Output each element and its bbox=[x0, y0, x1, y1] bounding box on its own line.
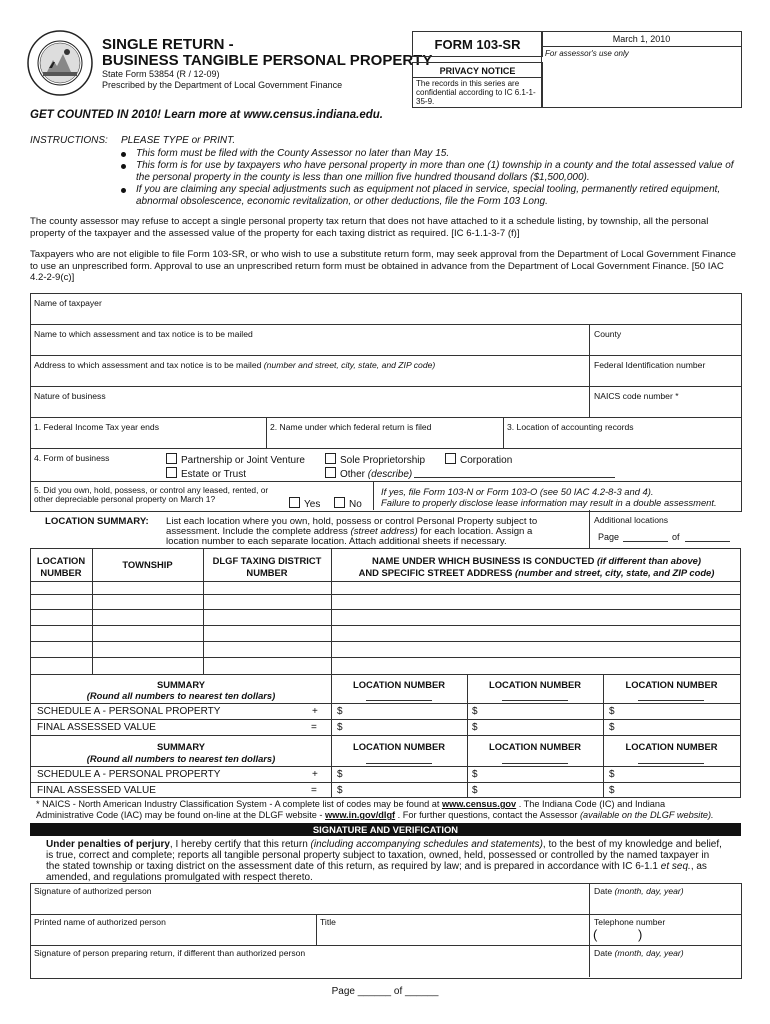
sole-option[interactable] bbox=[325, 453, 425, 466]
telephone-field[interactable] bbox=[600, 928, 738, 944]
other-option[interactable] bbox=[325, 467, 412, 480]
summary2-loc2-field[interactable] bbox=[502, 763, 568, 764]
sig-auth-field[interactable] bbox=[31, 896, 588, 913]
summary2-schedA: SCHEDULE A - PERSONAL PROPERTY bbox=[37, 769, 221, 780]
census-link[interactable]: www.census.gov bbox=[441, 799, 517, 809]
telephone-paren-close: ) bbox=[638, 927, 643, 942]
dlgf-link[interactable]: www.in.gov/dlgf bbox=[325, 810, 396, 820]
signature-bar-text: SIGNATURE AND VERIFICATION bbox=[312, 824, 459, 835]
form-number: FORM 103-SR bbox=[434, 37, 521, 52]
perjury-1c: , to the best of my knowledge and belief, bbox=[542, 839, 722, 850]
summary2-loc1-field[interactable] bbox=[366, 763, 432, 764]
estate-option[interactable] bbox=[166, 467, 246, 480]
naics-c: Administrative Code (IAC) may be found on-line at the DLGF website - bbox=[36, 810, 326, 820]
records-location-label: 3. Location of accounting records bbox=[507, 422, 634, 432]
additional-of-label: of bbox=[672, 532, 680, 542]
ls-text2a: assessment. Include the complete address bbox=[166, 526, 348, 537]
sig-preparer-field[interactable] bbox=[31, 958, 588, 976]
q5-yes-checkbox[interactable] bbox=[289, 497, 300, 508]
additional-locations-label: Additional locations bbox=[594, 515, 669, 525]
location-summary-text1: List each location where you own, hold, possess or control Personal Property subject to bbox=[166, 516, 538, 527]
address-mailed-hint: (number and street, city, state, and ZIP code) bbox=[263, 360, 436, 370]
state-seal bbox=[27, 30, 93, 96]
q5-note-2: Failure to properly disclose lease information may result in a double assessment. bbox=[381, 497, 717, 508]
summary1-loc3: LOCATION NUMBER bbox=[625, 679, 718, 690]
additional-page-label: Page bbox=[598, 532, 620, 542]
perjury-1i: (including accompanying schedules and statements) bbox=[310, 839, 543, 850]
perjury-1: , I hereby certify that this return bbox=[169, 839, 311, 850]
instruction-2a: This form is for use by taxpayers who have personal property in more than one (1) township in a county and the total assessed value of bbox=[136, 160, 734, 171]
date1-text: Date bbox=[594, 886, 613, 896]
summary2-loc3: LOCATION NUMBER bbox=[625, 741, 718, 752]
summary1-equals: = bbox=[311, 722, 317, 733]
other-checkbox[interactable] bbox=[325, 467, 336, 478]
table-row[interactable] bbox=[30, 609, 741, 610]
date2-text: Date bbox=[594, 948, 613, 958]
other-describe-line[interactable] bbox=[414, 477, 615, 478]
assessor-use-only: For assessor's use only bbox=[545, 49, 629, 58]
bullet-2 bbox=[121, 164, 126, 169]
name-mailed-label: Name to which assessment and tax notice is to be mailed bbox=[34, 329, 253, 339]
q5-no-label: No bbox=[349, 499, 362, 510]
privacy-text: The records in this series are confidential according to IC 6.1-1-35-9. bbox=[416, 79, 536, 106]
nature-of-business-label: Nature of business bbox=[34, 391, 106, 401]
instruction-2b: the personal property in the county is less than one million five hundred thousand dollars ($1,500,000). bbox=[136, 172, 590, 183]
partnership-checkbox[interactable] bbox=[166, 453, 177, 464]
perjury-3c: , as bbox=[690, 861, 707, 872]
date2-hint: (month, day, year) bbox=[614, 948, 684, 958]
naics-b: . The Indiana Code (IC) and Indiana bbox=[516, 799, 666, 809]
sig-preparer-label: Signature of person preparing return, if different than authorized person bbox=[34, 948, 306, 958]
privacy-notice-box bbox=[412, 62, 543, 108]
col-township: TOWNSHIP bbox=[122, 559, 173, 570]
sole-label: Sole Proprietorship bbox=[340, 455, 426, 466]
title-label: Title bbox=[320, 917, 336, 927]
naics-note-line2 bbox=[36, 810, 714, 820]
location-summary-text3: location number to each separate location. Attach additional sheets if necessary. bbox=[166, 536, 507, 547]
privacy-title: PRIVACY NOTICE bbox=[439, 66, 516, 76]
paragraph-refuse: The county assessor may refuse to accept a single personal property tax return that does not have attached to it a schedule listing, by township, all the personal property of the taxpayer and the assessed value of the property for each taxing district as required. [IC 6-1.1-3-7 (f)] bbox=[30, 216, 709, 239]
perjury-3i: et seq. bbox=[660, 861, 691, 872]
summary1-schedA-d1[interactable]: $ bbox=[337, 706, 343, 717]
summary2-schedA-d2[interactable]: $ bbox=[472, 769, 478, 780]
perjury-3: the stated township or taxing district on the assessment date of this return, as required by law; and is prepared in accordance with IC 6-1.1 bbox=[46, 861, 661, 872]
partnership-option[interactable] bbox=[166, 453, 305, 466]
date2-label bbox=[594, 948, 684, 958]
summary1-loc1-field[interactable] bbox=[366, 700, 432, 701]
telephone-paren-open: ( bbox=[593, 927, 598, 942]
name-mailed-field[interactable] bbox=[31, 338, 588, 355]
other-label: Other bbox=[340, 469, 366, 480]
summary1-final: FINAL ASSESSED VALUE bbox=[37, 722, 156, 733]
additional-page-field[interactable] bbox=[623, 541, 668, 542]
naics-note-line1 bbox=[36, 799, 665, 809]
sole-checkbox[interactable] bbox=[325, 453, 336, 464]
summary2-schedA-d1[interactable]: $ bbox=[337, 769, 343, 780]
summary1-loc2: LOCATION NUMBER bbox=[488, 679, 581, 690]
table-row[interactable] bbox=[30, 594, 741, 595]
summary2-loc3-field[interactable] bbox=[638, 763, 704, 764]
partnership-label: Partnership or Joint Venture bbox=[181, 455, 305, 466]
county-label: County bbox=[594, 329, 622, 339]
summary1-subtitle: (Round all numbers to nearest ten dollars) bbox=[86, 690, 276, 701]
summary2-title: SUMMARY bbox=[156, 741, 206, 752]
summary2-final-d1[interactable]: $ bbox=[337, 785, 343, 796]
naics-d-i: (available on the DLGF website). bbox=[579, 810, 714, 820]
instruction-3b: abnormal obsolescence, economic revitalization, or other deductions, file the Form 103 Long. bbox=[136, 196, 548, 207]
corporation-checkbox[interactable] bbox=[445, 453, 456, 464]
q5-note-1: If yes, file Form 103-N or Form 103-O (see 50 IAC 4.2-8-3 and 4). bbox=[381, 486, 654, 497]
summary2-final: FINAL ASSESSED VALUE bbox=[37, 785, 156, 796]
summary1-final-d3[interactable]: $ bbox=[609, 722, 615, 733]
summary2-final-d3[interactable]: $ bbox=[609, 785, 615, 796]
instruction-1: This form must be filed with the County Assessor no later than May 15. bbox=[136, 148, 450, 159]
summary1-title: SUMMARY bbox=[156, 679, 206, 690]
q5-line2: other depreciable personal property on March 1? bbox=[34, 494, 216, 504]
prescribed-by: Prescribed by the Department of Local Government Finance bbox=[102, 80, 343, 90]
form-title-line2: BUSINESS TANGIBLE PERSONAL PROPERTY bbox=[102, 52, 433, 69]
col-location-number: LOCATION NUMBER bbox=[36, 555, 86, 578]
estate-label: Estate or Trust bbox=[181, 469, 247, 480]
summary1-schedA: SCHEDULE A - PERSONAL PROPERTY bbox=[37, 706, 221, 717]
summary2-schedA-d3[interactable]: $ bbox=[609, 769, 615, 780]
ls-text2b: for each location. Assign a bbox=[417, 526, 533, 537]
instructions-label: INSTRUCTIONS: bbox=[30, 135, 108, 146]
q5-yes-option[interactable] bbox=[289, 497, 320, 510]
paragraph-eligibility: Taxpayers who are not eligible to file Form 103-SR, or who wish to use a substitute return form, may seek approval from the Department of Local Government Finance to use an unprescribed form. Approval to use an unprescribed return form must be obtained in advance from the Department of Local Government Finance. [50 IAC 4.2-2-9(c)] bbox=[30, 249, 737, 283]
summary2-equals: = bbox=[311, 785, 317, 796]
form-date: March 1, 2010 bbox=[612, 34, 671, 44]
address-mailed-text: Address to which assessment and tax notice is to be mailed bbox=[34, 360, 262, 370]
perjury-bold: Under penalties of perjury bbox=[46, 839, 170, 850]
fed-tax-year-label: 1. Federal Income Tax year ends bbox=[34, 422, 159, 432]
summary1-loc1: LOCATION NUMBER bbox=[352, 679, 445, 690]
col4b: AND SPECIFIC STREET ADDRESS bbox=[358, 567, 513, 578]
col-name-address-1 bbox=[332, 555, 741, 567]
telephone-label: Telephone number bbox=[594, 917, 666, 927]
summary1-loc2-field[interactable] bbox=[502, 700, 568, 701]
col-name-address-2 bbox=[332, 567, 741, 579]
date1-label bbox=[594, 886, 684, 896]
title-field[interactable] bbox=[317, 927, 588, 945]
name-of-taxpayer-field[interactable] bbox=[31, 307, 740, 324]
summary1-final-d1[interactable]: $ bbox=[337, 722, 343, 733]
summary2-loc1: LOCATION NUMBER bbox=[352, 741, 445, 752]
date1-hint: (month, day, year) bbox=[614, 886, 684, 896]
county-field[interactable] bbox=[590, 338, 740, 355]
corporation-option[interactable] bbox=[445, 453, 512, 466]
col4bi: (number and street, city, state, and ZIP code) bbox=[515, 567, 715, 578]
summary2-plus: + bbox=[312, 769, 318, 780]
summary2-loc2: LOCATION NUMBER bbox=[488, 741, 581, 752]
perjury-line4: amended, and regulations promulgated with respect thereto. bbox=[46, 872, 313, 883]
sig-auth-label: Signature of authorized person bbox=[34, 886, 152, 896]
assessor-box bbox=[541, 31, 742, 108]
perjury-line1 bbox=[46, 839, 722, 850]
q5-line1: 5. Did you own, hold, possess, or control any leased, rented, or bbox=[34, 485, 269, 495]
date1-field[interactable] bbox=[590, 896, 740, 913]
col4a: NAME UNDER WHICH BUSINESS IS CONDUCTED bbox=[371, 555, 595, 566]
state-form-number: State Form 53854 (R / 12-09) bbox=[102, 69, 220, 79]
summary2-subtitle: (Round all numbers to nearest ten dollars) bbox=[86, 753, 276, 764]
census-notice: GET COUNTED IN 2010! Learn more at www.census.indiana.edu. bbox=[30, 109, 383, 121]
summary1-final-d2[interactable]: $ bbox=[472, 722, 478, 733]
summary1-loc3-field[interactable] bbox=[638, 700, 704, 701]
fed-return-name-label: 2. Name under which federal return is filed bbox=[270, 422, 432, 432]
perjury-line3 bbox=[46, 861, 707, 872]
printed-name-label: Printed name of authorized person bbox=[34, 917, 166, 927]
naics-d: . For further questions, contact the Assessor bbox=[395, 810, 580, 820]
fed-id-field[interactable] bbox=[590, 369, 740, 386]
other-hint: (describe) bbox=[367, 469, 413, 480]
form-of-business-label: 4. Form of business bbox=[34, 453, 110, 463]
summary1-schedA-d2[interactable]: $ bbox=[472, 706, 478, 717]
form-title-line1: SINGLE RETURN - bbox=[102, 36, 234, 53]
summary2-final-d2[interactable]: $ bbox=[472, 785, 478, 796]
table-row[interactable] bbox=[30, 641, 741, 642]
location-summary-label: LOCATION SUMMARY: bbox=[45, 516, 149, 527]
address-mailed-field[interactable] bbox=[31, 369, 588, 386]
naics-field[interactable] bbox=[590, 400, 740, 417]
fed-tax-year-field[interactable] bbox=[31, 431, 265, 448]
naics-a: * NAICS - North American Industry Classification System - A complete list of codes may be found at bbox=[36, 799, 442, 809]
summary1-schedA-d3[interactable]: $ bbox=[609, 706, 615, 717]
corporation-label: Corporation bbox=[460, 455, 513, 466]
bullet-3 bbox=[121, 188, 126, 193]
nature-of-business-field[interactable] bbox=[31, 400, 588, 417]
q5-yes-label: Yes bbox=[304, 499, 321, 510]
page-footer: Page ______ of ______ bbox=[331, 986, 439, 997]
fed-id-label: Federal Identification number bbox=[594, 360, 706, 370]
bullet-1 bbox=[121, 152, 126, 157]
naics-label: NAICS code number * bbox=[594, 391, 679, 401]
form-number-box bbox=[412, 31, 543, 57]
table-row[interactable] bbox=[30, 657, 741, 658]
name-of-taxpayer-label: Name of taxpayer bbox=[34, 298, 102, 308]
col-dlgf-district: DLGF TAXING DISTRICT NUMBER bbox=[212, 555, 322, 578]
fed-return-name-field[interactable] bbox=[267, 431, 502, 448]
q5-no-option[interactable] bbox=[334, 497, 362, 510]
perjury-line2: is true, correct and complete; reports all tangible personal property subject to taxation, owned, held, possessed or controlled by the named taxpayer in bbox=[46, 850, 710, 861]
estate-checkbox[interactable] bbox=[166, 467, 177, 478]
summary1-plus: + bbox=[312, 706, 318, 717]
additional-of-field[interactable] bbox=[685, 541, 730, 542]
printed-name-field[interactable] bbox=[31, 927, 315, 945]
instructions-lead: PLEASE TYPE or PRINT. bbox=[121, 135, 236, 146]
q5-no-checkbox[interactable] bbox=[334, 497, 345, 508]
table-row[interactable] bbox=[30, 625, 741, 626]
instruction-3a: If you are claiming any special adjustments such as equipment not placed in service, special tooling, permanently retired equipment, bbox=[136, 184, 721, 195]
records-location-field[interactable] bbox=[504, 431, 740, 448]
date2-field[interactable] bbox=[590, 958, 740, 976]
ls-text2i: (street address) bbox=[350, 526, 418, 537]
signature-bar bbox=[30, 823, 741, 836]
col4ai: (if different than above) bbox=[597, 555, 701, 566]
